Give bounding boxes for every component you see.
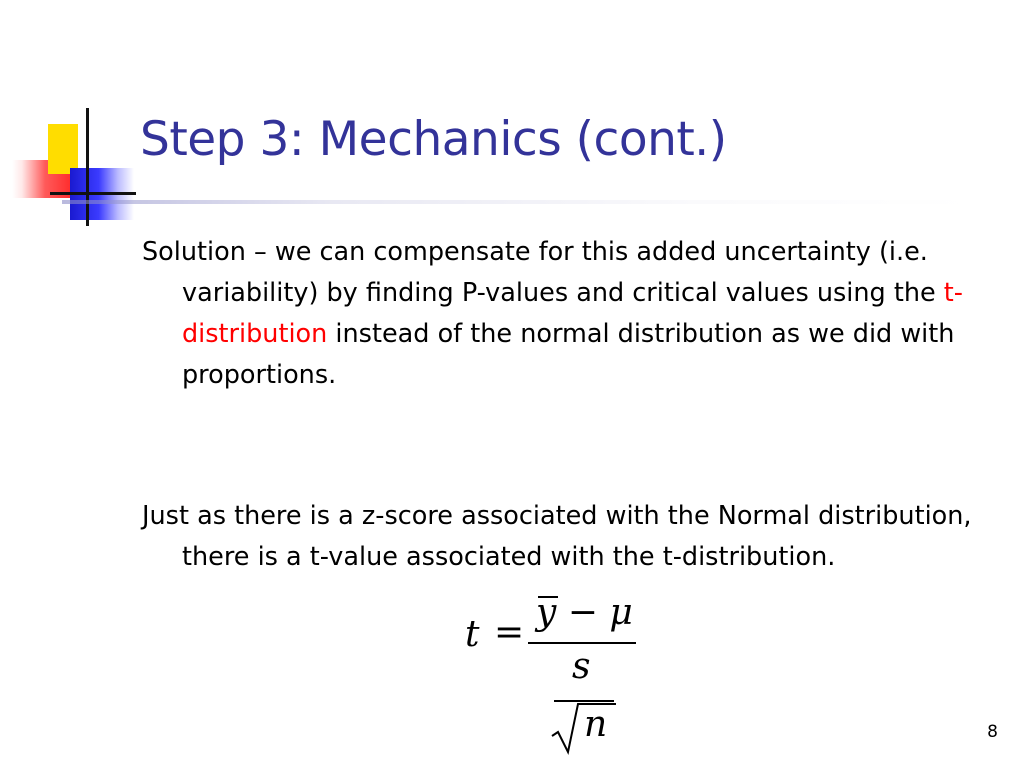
main-fraction-bar xyxy=(528,642,636,644)
title-underline xyxy=(62,200,972,204)
decorative-horizontal-line xyxy=(50,192,136,195)
paragraph-text: Solution – we can compensate for this added uncertainty (i.e. variability) by finding P-values and critical values using the xyxy=(142,237,944,308)
slide-number: 8 xyxy=(987,722,998,742)
square-root-icon xyxy=(548,700,618,756)
body-paragraph-t-value: Just as there is a z-score associated with the Normal distribution, there is a t-value associated with the t-distribution. xyxy=(142,501,972,572)
formula-denominator-n: n xyxy=(584,704,608,745)
t-statistic-formula xyxy=(460,592,650,762)
paragraph-text: instead of the normal distribution as we did with proportions. xyxy=(182,319,955,390)
slide-title: Step 3: Mechanics (cont.) xyxy=(140,112,727,167)
highlighted-term: t-distribution xyxy=(182,278,963,349)
body-paragraph-solution xyxy=(142,232,982,396)
formula-equals: = xyxy=(494,612,525,653)
decorative-vertical-line xyxy=(86,108,89,226)
formula-lhs: t xyxy=(465,614,480,655)
formula-denominator-s: s xyxy=(572,646,591,687)
decorative-yellow-block xyxy=(48,124,78,174)
formula-numerator: y − μ xyxy=(536,592,633,633)
